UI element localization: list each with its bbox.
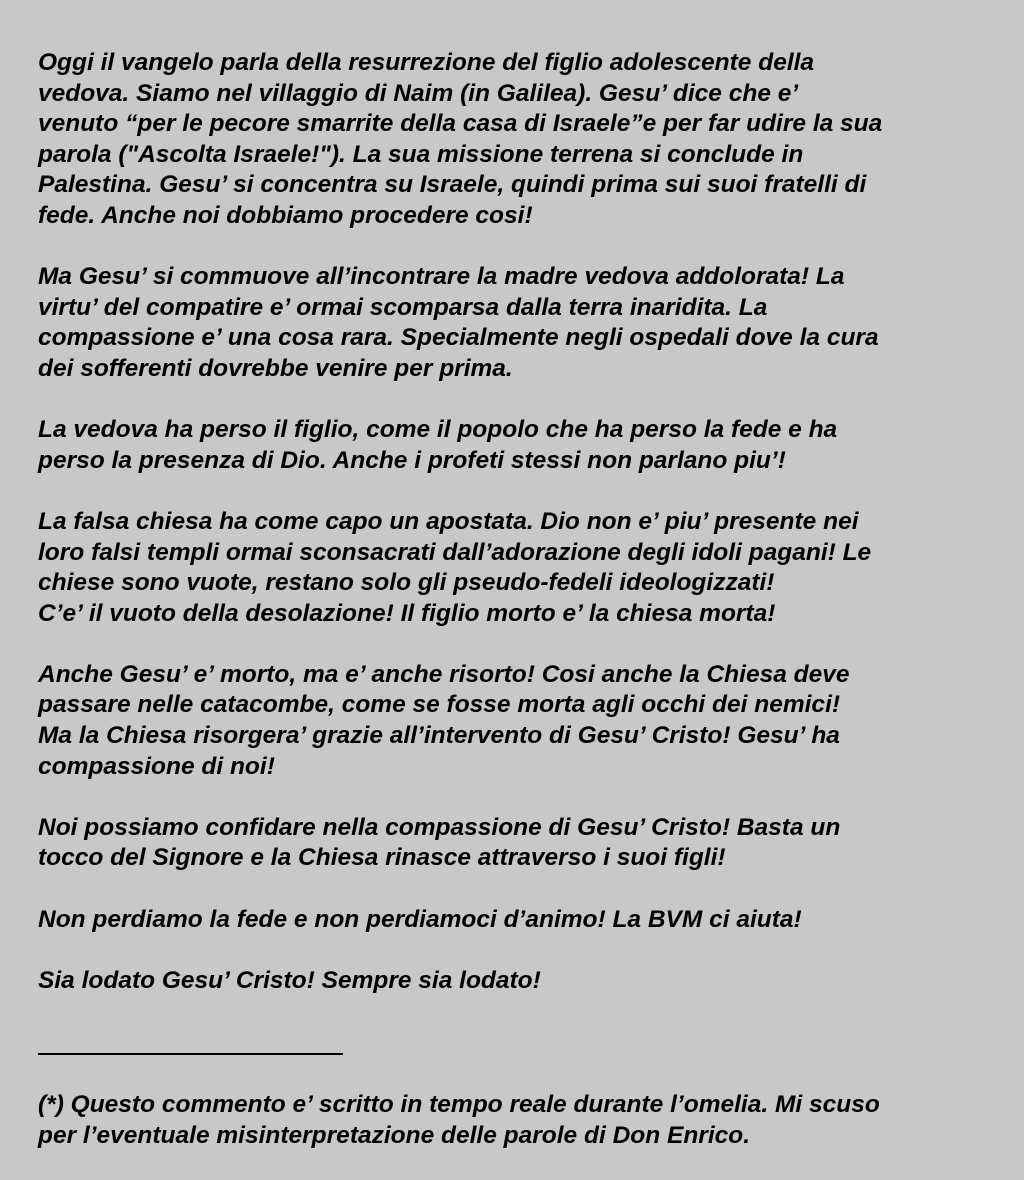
paragraph-3: La vedova ha perso il figlio, come il popolo che ha perso la fede e ha perso la presenza di Dio. Anche i profeti stessi non parlano piu’!	[38, 416, 838, 474]
paragraph-8: Sia lodato Gesu’ Cristo! Sempre sia lodato!	[38, 966, 541, 994]
paragraph-1: Oggi il vangelo parla della resurrezione del figlio adolescente della vedova. Siamo nel villaggio di Naim (in Galilea). Gesu’ dice che e’ venuto “per le pecore smarrite della casa di Israele”e per far udire la sua parola ("Ascolta Israele!"). La sua missione terrena si conclude in Palestina. Gesu’ si concentra su Israele, quindi prima sui suoi fratelli di fede. Anche noi dobbiamo procedere cosi!	[38, 49, 883, 229]
paragraph-2: Ma Gesu’ si commuove all’incontrare la madre vedova addolorata! La virtu’ del compatire e’ ormai scomparsa dalla terra inaridita. La compassione e’ una cosa rara. Specialmente negli ospedali dove la cura dei sofferenti dovrebbe venire per prima.	[38, 263, 879, 382]
paragraph-6: Noi possiamo confidare nella compassione di Gesu’ Cristo! Basta un tocco del Signore e la Chiesa rinasce attraverso i suoi figli!	[38, 813, 841, 872]
paragraph-7: Non perdiamo la fede e non perdiamoci d’animo! La BVM ci aiuta!	[38, 905, 802, 933]
paragraph-5: Anche Gesu’ e’ morto, ma e’ anche risorto! Cosi anche la Chiesa deve passare nelle catacombe, come se fosse morta agli occhi dei nemici! Ma la Chiesa risorgera’ grazie all’intervento di Gesu’ Cristo! Gesu’ ha compassione di noi!	[38, 660, 850, 780]
footnote: (*) Questo commento e’ scritto in tempo reale durante l’omelia. Mi scuso per l’eventuale misinterpretazione delle parole di Don Enrico.	[38, 1091, 880, 1149]
paragraph-4: La falsa chiesa ha come capo un apostata. Dio non e’ piu’ presente nei loro falsi templi ormai sconsacrati dall’adorazione degli idoli pagani! Le chiese sono vuote, restano solo gli pseudo-fedeli ideologizzati! C’e’ il vuoto della desolazione! Il figlio morto e’ la chiesa morta!	[38, 507, 872, 627]
document-body	[38, 48, 998, 1027]
footnote-divider	[38, 1053, 343, 1055]
